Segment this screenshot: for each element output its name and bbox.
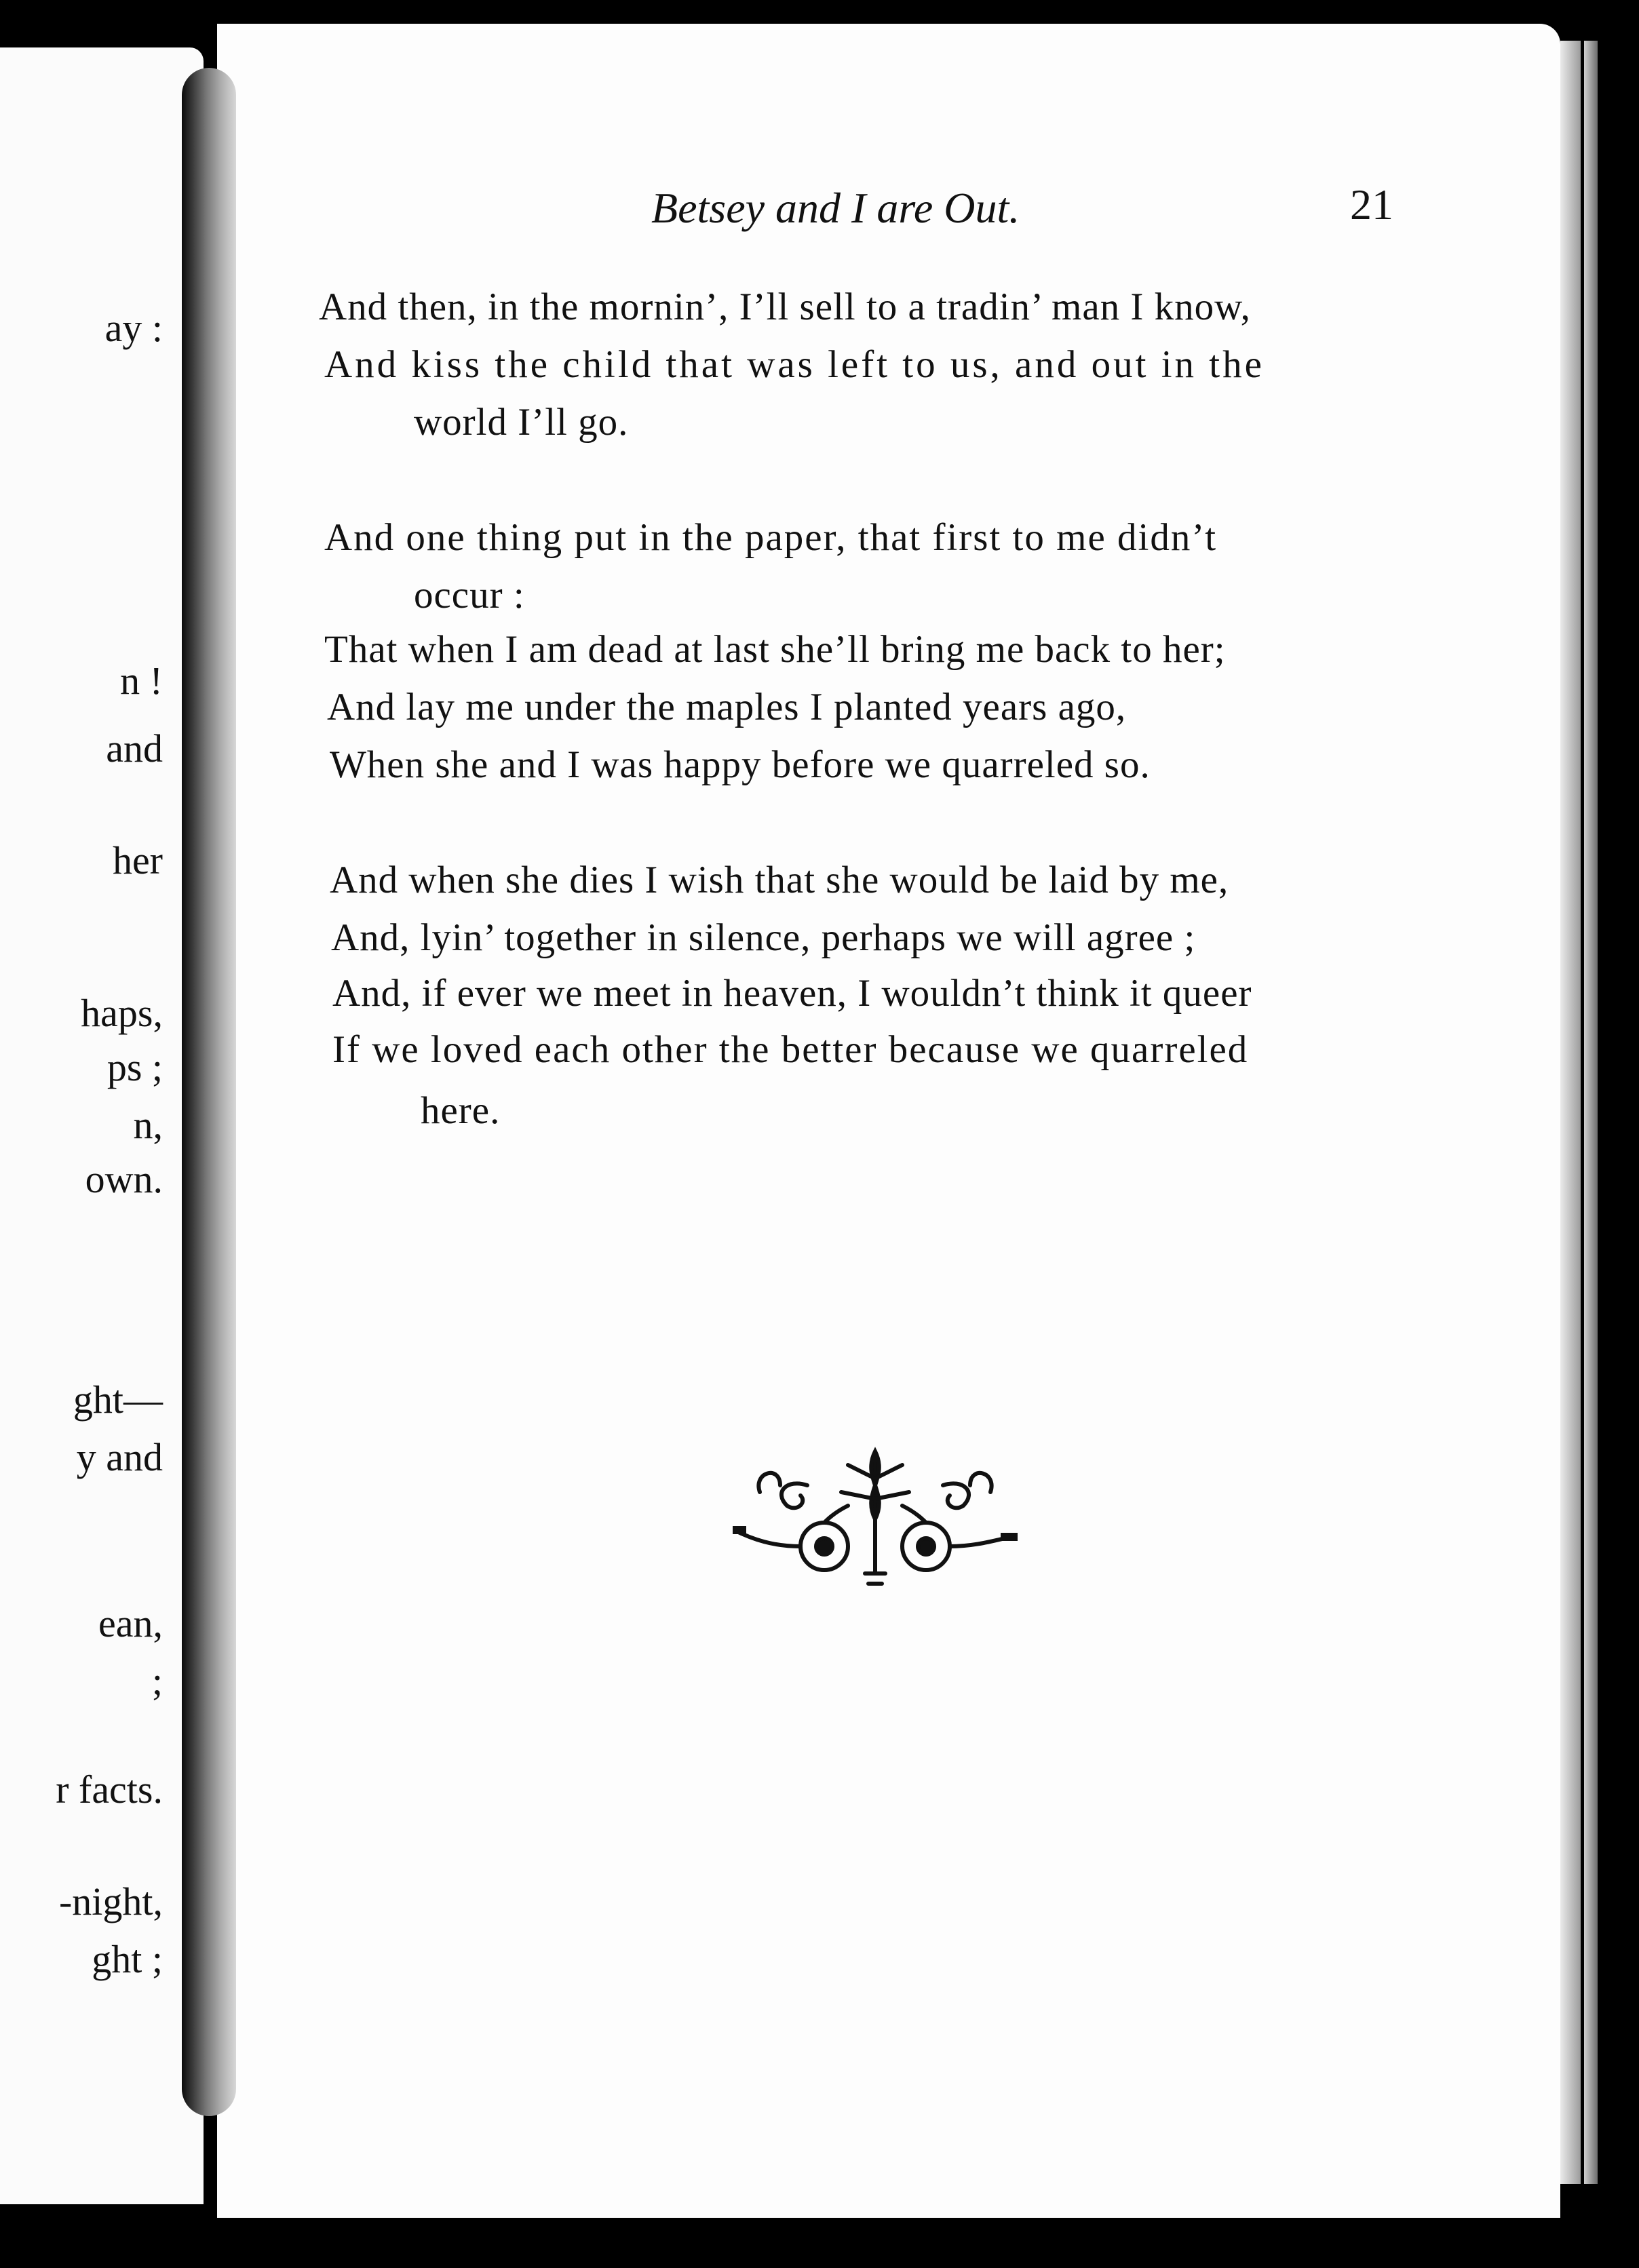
verse-line: That when I am dead at last she’ll bring me back to her; bbox=[324, 628, 1226, 671]
verse-line: here. bbox=[421, 1089, 501, 1132]
verse-line: occur : bbox=[414, 574, 525, 617]
previous-page-line: ; bbox=[151, 1659, 163, 1703]
previous-page-line: haps, bbox=[81, 991, 163, 1035]
verse-line: And when she dies I wish that she would be laid by me, bbox=[330, 859, 1229, 901]
previous-page-line: -night, bbox=[58, 1879, 163, 1923]
previous-page-line: ght ; bbox=[92, 1937, 163, 1981]
book-gutter bbox=[182, 68, 236, 2116]
verse-line: And then, in the mornin’, I’ll sell to a tradin’ man I know, bbox=[319, 286, 1251, 328]
previous-page-line: ean, bbox=[98, 1601, 163, 1645]
running-title: Betsey and I are Out. bbox=[651, 184, 1020, 232]
previous-page-line: n ! bbox=[120, 659, 163, 703]
previous-page-line: and bbox=[106, 726, 163, 770]
verse-line: And, if ever we meet in heaven, I wouldn’t think it queer bbox=[332, 972, 1252, 1015]
page-number: 21 bbox=[1350, 180, 1393, 229]
verse-line: And one thing put in the paper, that first to me didn’t bbox=[324, 516, 1218, 559]
verse-line: And lay me under the maples I planted years ago, bbox=[327, 686, 1127, 728]
verse-line: When she and I was happy before we quarreled so. bbox=[330, 743, 1151, 786]
verse-line: world I’ll go. bbox=[414, 401, 629, 444]
page-edge bbox=[1584, 41, 1598, 2184]
previous-page-line: n, bbox=[133, 1103, 163, 1147]
previous-page-line: her bbox=[112, 838, 163, 882]
verse-line: And kiss the child that was left to us, and out in the bbox=[324, 343, 1265, 386]
previous-page bbox=[0, 47, 204, 2204]
previous-page-line: y and bbox=[76, 1435, 163, 1479]
previous-page-line: own. bbox=[85, 1157, 163, 1201]
previous-page-line: ay : bbox=[104, 306, 163, 350]
previous-page-line: r facts. bbox=[56, 1767, 163, 1812]
verse-line: And, lyin’ together in silence, perhaps we will agree ; bbox=[331, 916, 1196, 959]
page-edge bbox=[1560, 41, 1581, 2184]
verse-line: If we loved each other the better because we quarreled bbox=[332, 1028, 1249, 1071]
previous-page-line: ght— bbox=[73, 1377, 163, 1422]
floral-fleuron-icon bbox=[733, 1438, 1018, 1594]
previous-page-line: ps ; bbox=[107, 1045, 163, 1089]
